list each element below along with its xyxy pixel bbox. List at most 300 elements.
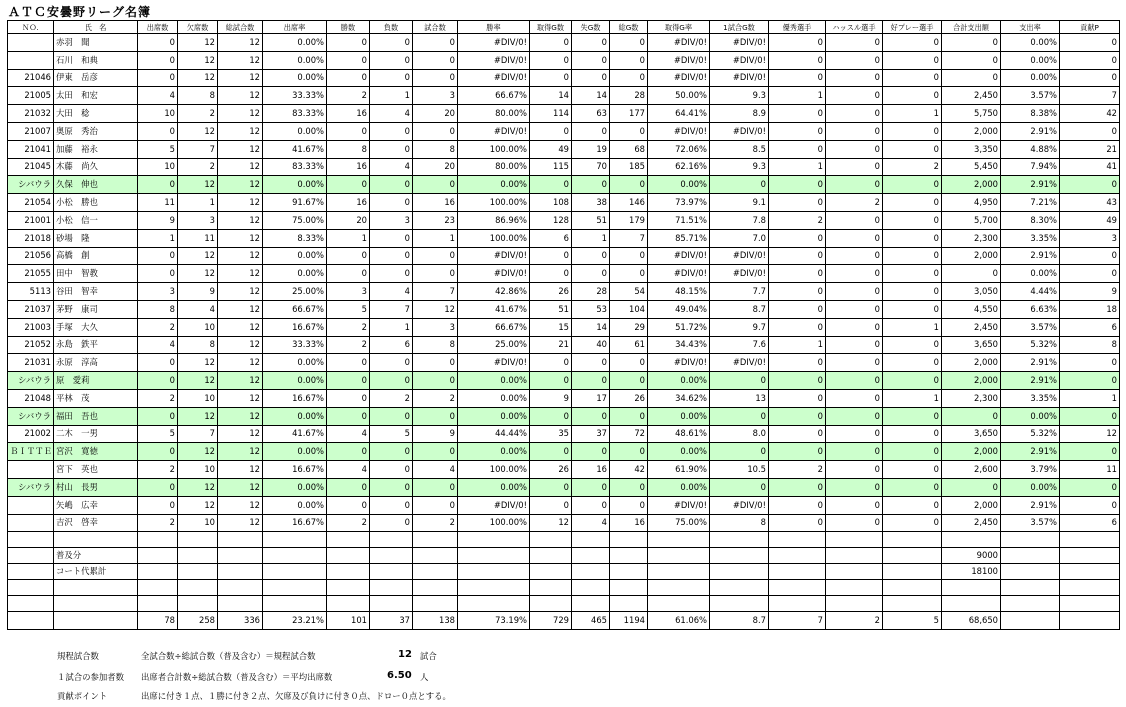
table-cell: 41 bbox=[1060, 158, 1120, 176]
table-cell: 5,700 bbox=[942, 211, 1001, 229]
table-cell: 0 bbox=[883, 229, 942, 247]
table-cell: 21001 bbox=[8, 211, 54, 229]
table-cell: 7 bbox=[370, 300, 413, 318]
table-cell: 0 bbox=[138, 176, 178, 194]
table-cell: 14 bbox=[530, 87, 572, 105]
table-cell: 0.00% bbox=[458, 389, 530, 407]
table-cell: 0 bbox=[826, 211, 883, 229]
table-cell: 8 bbox=[1060, 336, 1120, 354]
table-cell: 0 bbox=[769, 318, 826, 336]
page-title: ＡＴＣ安曇野リーグ名簿 bbox=[8, 5, 152, 19]
column-header: 総G数 bbox=[610, 21, 648, 34]
table-cell: 0 bbox=[769, 176, 826, 194]
table-cell: #DIV/0! bbox=[458, 122, 530, 140]
table-cell bbox=[8, 34, 54, 52]
table-cell: 0 bbox=[883, 425, 942, 443]
table-cell: 5 bbox=[327, 300, 370, 318]
table-cell: 0 bbox=[1060, 496, 1120, 514]
table-cell bbox=[710, 564, 769, 580]
totals-row bbox=[8, 612, 1120, 630]
table-cell: 0 bbox=[413, 478, 458, 496]
table-cell: 41.67% bbox=[458, 300, 530, 318]
table-cell: 66.67% bbox=[263, 300, 327, 318]
table-cell: 0.00% bbox=[458, 443, 530, 461]
table-cell: 0 bbox=[883, 461, 942, 479]
table-cell: 12 bbox=[218, 34, 263, 52]
table-cell: 7.6 bbox=[710, 336, 769, 354]
table-cell: #DIV/0! bbox=[458, 51, 530, 69]
table-cell bbox=[54, 596, 138, 612]
table-cell: 0 bbox=[769, 229, 826, 247]
table-cell bbox=[648, 532, 710, 548]
table-cell: 0 bbox=[769, 443, 826, 461]
table-cell: 8.5 bbox=[710, 140, 769, 158]
table-cell bbox=[370, 564, 413, 580]
table-cell: 7 bbox=[178, 140, 218, 158]
table-cell: 5113 bbox=[8, 283, 54, 301]
table-cell bbox=[138, 596, 178, 612]
table-cell: 10 bbox=[178, 389, 218, 407]
table-cell: 0 bbox=[530, 443, 572, 461]
table-cell: 12 bbox=[178, 443, 218, 461]
table-cell: 2.91% bbox=[1001, 354, 1060, 372]
table-cell bbox=[883, 548, 942, 564]
table-cell: 4 bbox=[327, 425, 370, 443]
table-cell: 23 bbox=[413, 211, 458, 229]
table-row bbox=[8, 300, 1120, 318]
table-cell bbox=[458, 580, 530, 596]
table-cell: 0 bbox=[883, 247, 942, 265]
table-cell: 0 bbox=[413, 69, 458, 87]
table-cell: 0 bbox=[413, 496, 458, 514]
table-cell: 12 bbox=[218, 283, 263, 301]
table-cell bbox=[458, 548, 530, 564]
table-cell bbox=[370, 596, 413, 612]
table-cell: 0 bbox=[826, 176, 883, 194]
column-header: 勝数 bbox=[327, 21, 370, 34]
table-cell: 奥原 秀治 bbox=[54, 122, 138, 140]
table-cell: 5.32% bbox=[1001, 425, 1060, 443]
table-cell: 0 bbox=[826, 51, 883, 69]
table-cell: #DIV/0! bbox=[648, 496, 710, 514]
table-cell: 0 bbox=[327, 51, 370, 69]
table-cell: 0 bbox=[826, 336, 883, 354]
table-cell: 12 bbox=[218, 69, 263, 87]
table-cell: 6.63% bbox=[1001, 300, 1060, 318]
table-cell: 0 bbox=[883, 176, 942, 194]
table-cell: 8 bbox=[710, 514, 769, 532]
table-row bbox=[8, 532, 1120, 548]
table-cell bbox=[327, 580, 370, 596]
table-cell bbox=[1001, 612, 1060, 630]
table-cell: 0 bbox=[370, 176, 413, 194]
table-cell: 村山 長男 bbox=[54, 478, 138, 496]
table-cell: 0.00% bbox=[648, 407, 710, 425]
table-cell: 0 bbox=[370, 461, 413, 479]
table-cell: 20 bbox=[413, 105, 458, 123]
table-cell: 0 bbox=[413, 265, 458, 283]
table-cell: 0 bbox=[610, 176, 648, 194]
table-cell: 0 bbox=[1060, 51, 1120, 69]
table-cell: 12 bbox=[218, 265, 263, 283]
table-cell: 1 bbox=[883, 105, 942, 123]
table-cell: 0 bbox=[883, 140, 942, 158]
table-cell: 2,000 bbox=[942, 372, 1001, 390]
table-cell: 2.91% bbox=[1001, 176, 1060, 194]
table-cell bbox=[8, 596, 54, 612]
table-cell: 0 bbox=[610, 478, 648, 496]
column-header: 取得G数 bbox=[530, 21, 572, 34]
table-cell: 0 bbox=[610, 407, 648, 425]
table-cell bbox=[769, 564, 826, 580]
table-cell: 6 bbox=[370, 336, 413, 354]
table-row bbox=[8, 69, 1120, 87]
note-label: 規程試合数 bbox=[57, 651, 99, 661]
table-cell: 12 bbox=[218, 105, 263, 123]
table-cell: #DIV/0! bbox=[648, 247, 710, 265]
table-cell: 5.32% bbox=[1001, 336, 1060, 354]
column-header: 貢献P bbox=[1060, 21, 1120, 34]
table-cell: 2 bbox=[138, 318, 178, 336]
table-cell bbox=[178, 580, 218, 596]
table-cell: 34.62% bbox=[648, 389, 710, 407]
table-cell: 0 bbox=[138, 443, 178, 461]
table-cell: 42 bbox=[1060, 105, 1120, 123]
table-row bbox=[8, 443, 1120, 461]
table-cell: 0 bbox=[769, 105, 826, 123]
table-cell bbox=[178, 564, 218, 580]
table-cell: 80.00% bbox=[458, 105, 530, 123]
table-cell: 75.00% bbox=[648, 514, 710, 532]
table-cell: 38 bbox=[572, 194, 610, 212]
column-header: 負数 bbox=[370, 21, 413, 34]
table-cell bbox=[769, 532, 826, 548]
table-cell: 0 bbox=[769, 425, 826, 443]
table-cell: 16 bbox=[327, 194, 370, 212]
table-cell: #DIV/0! bbox=[648, 354, 710, 372]
table-cell: 0 bbox=[138, 354, 178, 372]
table-cell: 146 bbox=[610, 194, 648, 212]
table-cell: 0 bbox=[826, 122, 883, 140]
table-cell: 6 bbox=[1060, 514, 1120, 532]
table-cell: 0 bbox=[826, 354, 883, 372]
table-cell bbox=[572, 548, 610, 564]
table-cell: 63 bbox=[572, 105, 610, 123]
column-header: 出席率 bbox=[263, 21, 327, 34]
table-cell bbox=[1060, 580, 1120, 596]
table-cell: 26 bbox=[530, 461, 572, 479]
table-cell: 0 bbox=[826, 443, 883, 461]
table-cell: 平林 茂 bbox=[54, 389, 138, 407]
table-cell: 0 bbox=[883, 87, 942, 105]
table-cell bbox=[710, 596, 769, 612]
table-cell: 83.33% bbox=[263, 105, 327, 123]
table-cell: 3.57% bbox=[1001, 87, 1060, 105]
table-cell bbox=[263, 580, 327, 596]
table-row bbox=[8, 461, 1120, 479]
table-cell: 0 bbox=[710, 443, 769, 461]
table-cell: 9 bbox=[138, 211, 178, 229]
table-cell: 0 bbox=[1060, 69, 1120, 87]
table-cell: 21046 bbox=[8, 69, 54, 87]
table-cell: 0 bbox=[826, 283, 883, 301]
table-cell: 12 bbox=[218, 336, 263, 354]
table-cell bbox=[8, 612, 54, 630]
table-cell: 0 bbox=[826, 69, 883, 87]
table-cell: 0 bbox=[530, 51, 572, 69]
table-cell: 2 bbox=[178, 105, 218, 123]
note-unit: 人 bbox=[420, 672, 429, 682]
table-cell bbox=[458, 532, 530, 548]
table-cell: 8.0 bbox=[710, 425, 769, 443]
table-cell: 8.9 bbox=[710, 105, 769, 123]
table-cell bbox=[178, 532, 218, 548]
table-cell: 29 bbox=[610, 318, 648, 336]
column-header: 優秀選手 bbox=[769, 21, 826, 34]
column-header: 失G数 bbox=[572, 21, 610, 34]
table-cell: 0 bbox=[370, 443, 413, 461]
table-cell: 3.57% bbox=[1001, 318, 1060, 336]
table-cell: 0 bbox=[710, 176, 769, 194]
table-cell: 21048 bbox=[8, 389, 54, 407]
table-cell: 75.00% bbox=[263, 211, 327, 229]
table-cell: 0 bbox=[530, 265, 572, 283]
table-cell: 0 bbox=[530, 122, 572, 140]
table-cell: 0 bbox=[572, 265, 610, 283]
table-cell: 14 bbox=[572, 87, 610, 105]
column-header: 好プレー選手 bbox=[883, 21, 942, 34]
note-value: 12 bbox=[398, 649, 412, 660]
table-row bbox=[8, 247, 1120, 265]
table-row bbox=[8, 51, 1120, 69]
table-cell: 3.35% bbox=[1001, 389, 1060, 407]
table-cell: #DIV/0! bbox=[710, 34, 769, 52]
table-cell bbox=[610, 532, 648, 548]
table-cell bbox=[648, 564, 710, 580]
table-cell: 6 bbox=[1060, 318, 1120, 336]
table-cell: 砂場 隆 bbox=[54, 229, 138, 247]
table-cell: 48.15% bbox=[648, 283, 710, 301]
table-cell: 100.00% bbox=[458, 194, 530, 212]
table-cell: 7 bbox=[610, 229, 648, 247]
table-cell bbox=[710, 580, 769, 596]
table-cell: 128 bbox=[530, 211, 572, 229]
table-cell: 0 bbox=[572, 247, 610, 265]
table-cell: 0 bbox=[327, 265, 370, 283]
table-cell bbox=[413, 532, 458, 548]
table-cell: 12 bbox=[178, 354, 218, 372]
table-cell: 2,450 bbox=[942, 87, 1001, 105]
table-cell: 0 bbox=[826, 496, 883, 514]
table-cell: 100.00% bbox=[458, 461, 530, 479]
table-cell: 3 bbox=[370, 211, 413, 229]
table-cell: 0 bbox=[327, 372, 370, 390]
table-cell: 福田 吾也 bbox=[54, 407, 138, 425]
table-cell: 12 bbox=[530, 514, 572, 532]
table-cell: 0 bbox=[138, 51, 178, 69]
table-cell: 小松 勝也 bbox=[54, 194, 138, 212]
table-cell: 11 bbox=[138, 194, 178, 212]
table-cell: 21045 bbox=[8, 158, 54, 176]
table-cell: 0.00% bbox=[263, 69, 327, 87]
column-header: 合計支出額 bbox=[942, 21, 1001, 34]
table-cell: 0 bbox=[710, 478, 769, 496]
table-cell: 108 bbox=[530, 194, 572, 212]
table-cell: 5 bbox=[883, 612, 942, 630]
table-cell: 9.3 bbox=[710, 158, 769, 176]
table-cell: 0 bbox=[413, 34, 458, 52]
table-cell bbox=[178, 548, 218, 564]
column-header: 試合数 bbox=[413, 21, 458, 34]
table-cell bbox=[218, 548, 263, 564]
table-cell bbox=[218, 564, 263, 580]
table-cell: 宮沢 寛徳 bbox=[54, 443, 138, 461]
table-cell: 3.35% bbox=[1001, 229, 1060, 247]
table-cell: 0 bbox=[826, 265, 883, 283]
table-cell bbox=[327, 564, 370, 580]
table-cell: 0 bbox=[769, 283, 826, 301]
table-cell: 永島 鉄平 bbox=[54, 336, 138, 354]
table-cell: 86.96% bbox=[458, 211, 530, 229]
table-cell: 16.67% bbox=[263, 461, 327, 479]
table-cell bbox=[8, 51, 54, 69]
table-cell: 8.7 bbox=[710, 612, 769, 630]
table-cell: 2.91% bbox=[1001, 443, 1060, 461]
table-cell: 0 bbox=[530, 69, 572, 87]
table-cell: 2.91% bbox=[1001, 247, 1060, 265]
table-cell: 0 bbox=[327, 389, 370, 407]
table-cell: 0 bbox=[826, 140, 883, 158]
table-cell: 66.67% bbox=[458, 318, 530, 336]
table-cell: 100.00% bbox=[458, 140, 530, 158]
table-cell: 0 bbox=[769, 140, 826, 158]
table-cell: 42.86% bbox=[458, 283, 530, 301]
table-cell: 0 bbox=[826, 105, 883, 123]
table-cell: 8.7 bbox=[710, 300, 769, 318]
table-cell: 0 bbox=[883, 34, 942, 52]
table-cell: 0.00% bbox=[263, 354, 327, 372]
table-cell: 0 bbox=[138, 265, 178, 283]
table-cell: 2 bbox=[826, 194, 883, 212]
table-cell: 0.00% bbox=[458, 372, 530, 390]
table-cell: 43 bbox=[1060, 194, 1120, 212]
table-row bbox=[8, 105, 1120, 123]
table-cell bbox=[530, 580, 572, 596]
table-cell: 0 bbox=[610, 51, 648, 69]
table-cell: 4 bbox=[138, 336, 178, 354]
table-cell: 0 bbox=[610, 69, 648, 87]
table-cell bbox=[648, 548, 710, 564]
table-cell: 0 bbox=[530, 247, 572, 265]
table-cell: 16 bbox=[327, 105, 370, 123]
table-cell: 0.00% bbox=[263, 122, 327, 140]
table-cell: 21005 bbox=[8, 87, 54, 105]
table-cell: 2 bbox=[178, 158, 218, 176]
table-cell: 0 bbox=[942, 478, 1001, 496]
table-row bbox=[8, 34, 1120, 52]
table-cell: 7.7 bbox=[710, 283, 769, 301]
table-cell: 49.04% bbox=[648, 300, 710, 318]
table-cell: 2 bbox=[883, 158, 942, 176]
table-cell: 0 bbox=[883, 478, 942, 496]
table-cell bbox=[826, 548, 883, 564]
table-cell: 12 bbox=[178, 265, 218, 283]
column-header: 欠席数 bbox=[178, 21, 218, 34]
column-header: 支出率 bbox=[1001, 21, 1060, 34]
table-cell: 17 bbox=[572, 389, 610, 407]
table-cell: 3,650 bbox=[942, 336, 1001, 354]
table-cell: 12 bbox=[178, 247, 218, 265]
table-cell: 2,000 bbox=[942, 122, 1001, 140]
table-cell: 42 bbox=[610, 461, 648, 479]
table-cell bbox=[370, 532, 413, 548]
table-cell bbox=[218, 596, 263, 612]
table-cell bbox=[370, 548, 413, 564]
table-cell bbox=[218, 532, 263, 548]
table-cell bbox=[530, 548, 572, 564]
table-cell: 18 bbox=[1060, 300, 1120, 318]
table-cell: 21003 bbox=[8, 318, 54, 336]
table-cell bbox=[327, 596, 370, 612]
table-cell: 0 bbox=[769, 300, 826, 318]
table-cell bbox=[1060, 532, 1120, 548]
table-cell: 宮下 英也 bbox=[54, 461, 138, 479]
table-cell: 加藤 裕永 bbox=[54, 140, 138, 158]
table-cell: #DIV/0! bbox=[648, 34, 710, 52]
table-cell: 21041 bbox=[8, 140, 54, 158]
table-cell: 9.1 bbox=[710, 194, 769, 212]
header-row bbox=[8, 21, 1120, 34]
table-cell bbox=[327, 548, 370, 564]
table-cell: 9 bbox=[1060, 283, 1120, 301]
table-cell: 0 bbox=[370, 407, 413, 425]
table-cell: 0 bbox=[610, 122, 648, 140]
table-cell: 0 bbox=[1060, 34, 1120, 52]
table-cell: 0 bbox=[826, 407, 883, 425]
table-cell: 太田 和宏 bbox=[54, 87, 138, 105]
table-row bbox=[8, 194, 1120, 212]
table-cell: 0.00% bbox=[1001, 407, 1060, 425]
table-cell: 0 bbox=[826, 34, 883, 52]
table-cell: 0 bbox=[769, 407, 826, 425]
table-cell: 0 bbox=[413, 51, 458, 69]
table-cell: 0 bbox=[769, 34, 826, 52]
table-cell: #DIV/0! bbox=[710, 69, 769, 87]
table-cell: 0 bbox=[1060, 354, 1120, 372]
table-cell bbox=[648, 580, 710, 596]
table-cell: 0.00% bbox=[1001, 69, 1060, 87]
table-cell: 3 bbox=[413, 87, 458, 105]
table-cell bbox=[413, 580, 458, 596]
note-description: 出席に付き１点、１勝に付き２点、欠席及び負けに付き０点、ドロー０点とする。 bbox=[141, 691, 451, 701]
table-cell bbox=[138, 564, 178, 580]
table-cell: 258 bbox=[178, 612, 218, 630]
table-cell bbox=[263, 564, 327, 580]
table-cell: 4,950 bbox=[942, 194, 1001, 212]
table-cell: 49 bbox=[1060, 211, 1120, 229]
table-cell: 0 bbox=[610, 372, 648, 390]
table-cell bbox=[8, 496, 54, 514]
table-cell: 0 bbox=[413, 443, 458, 461]
table-row bbox=[8, 496, 1120, 514]
table-cell bbox=[769, 580, 826, 596]
table-cell: 23.21% bbox=[263, 612, 327, 630]
table-cell: 0 bbox=[710, 407, 769, 425]
column-header: 取得G率 bbox=[648, 21, 710, 34]
column-header: 勝率 bbox=[458, 21, 530, 34]
table-cell: コート代累計 bbox=[54, 564, 138, 580]
table-cell: 12 bbox=[218, 514, 263, 532]
